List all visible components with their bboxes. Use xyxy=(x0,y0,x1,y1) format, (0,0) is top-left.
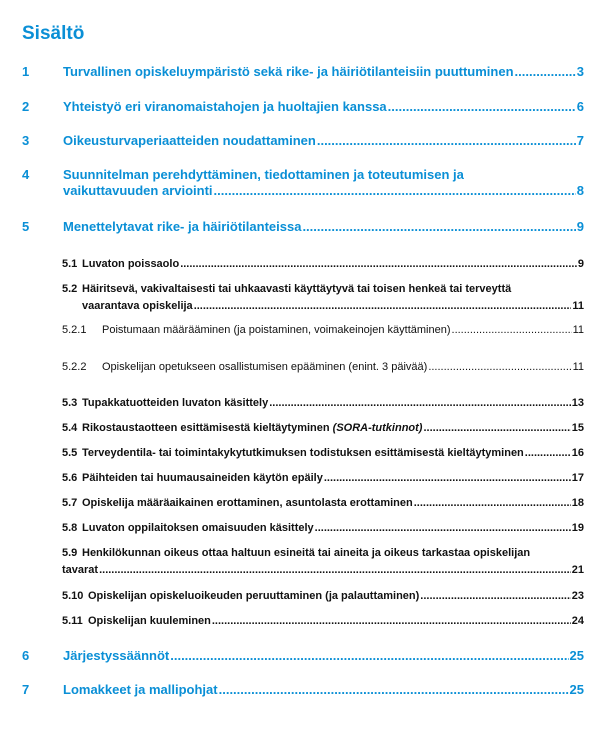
toc-entry-page: 11 xyxy=(572,324,584,336)
toc-entry-number: 5 xyxy=(22,219,30,234)
toc-entry-number: 2 xyxy=(22,99,30,114)
toc-entry-5-4[interactable] xyxy=(62,420,584,437)
toc-entry-number: 3 xyxy=(22,133,30,148)
toc-entry-number: 6 xyxy=(22,648,30,663)
toc-entry-page: 21 xyxy=(571,564,584,576)
toc-dot-leader xyxy=(525,445,571,462)
toc-entry-page: 7 xyxy=(576,133,584,148)
toc-entry-4[interactable] xyxy=(22,167,584,199)
toc-entry-page: 24 xyxy=(571,615,584,627)
toc-entry-text-line1: Häiritsevä, vakivaltaisesti tai uhkaavasti käyttäytyvä tai toisen henkeä tai terveyttä xyxy=(82,283,512,295)
toc-entry-text-line2: tavarat xyxy=(62,564,99,576)
toc-entry-text-italic: (SORA-tutkinnot) xyxy=(332,422,423,434)
toc-entry-5-11[interactable] xyxy=(62,613,584,630)
toc-entry-text-line1: Suunnitelman perehdyttäminen, tiedottaminen ja toteutumisen ja xyxy=(63,167,464,182)
toc-entry-page: 3 xyxy=(576,64,584,79)
toc-entry-text-line1: Henkilökunnan oikeus ottaa haltuun esineitä tai aineita ja oikeus tarkastaa opiskelijan xyxy=(82,547,531,559)
toc-dot-leader xyxy=(302,219,575,235)
toc-entry-5-2-1[interactable] xyxy=(62,322,584,339)
toc-entry-6[interactable] xyxy=(22,648,584,664)
toc-entry-number: 5.3 xyxy=(62,397,78,409)
toc-dot-leader xyxy=(219,682,569,698)
toc-entry-number: 5.10 xyxy=(62,590,84,602)
toc-entry-5-2[interactable] xyxy=(62,281,584,315)
toc-entry-page: 17 xyxy=(571,472,584,484)
toc-entry-number: 4 xyxy=(22,167,30,182)
toc-dot-leader xyxy=(194,298,572,315)
toc-dot-leader xyxy=(452,322,572,339)
toc-entry-text: Menettelytavat rike- ja häiriötilanteissa xyxy=(63,219,302,234)
toc-entry-text: Poistumaan määrääminen (ja poistaminen, voimakeinojen käyttäminen) xyxy=(102,324,451,336)
toc-entry-5[interactable] xyxy=(22,219,584,235)
toc-dot-leader xyxy=(214,183,576,199)
toc-dot-leader xyxy=(317,133,576,149)
toc-entry-text: Järjestyssäännöt xyxy=(63,648,170,663)
toc-dot-leader xyxy=(269,395,571,412)
toc-entry-page: 8 xyxy=(576,183,584,198)
toc-entry-page: 23 xyxy=(571,590,584,602)
toc-entry-page: 15 xyxy=(571,422,584,434)
toc-entry-5-10[interactable] xyxy=(62,588,584,605)
toc-dot-leader xyxy=(170,648,568,664)
toc-entry-page: 6 xyxy=(576,99,584,114)
toc-entry-5-5[interactable] xyxy=(62,445,584,462)
toc-entry-text: Luvaton oppilaitoksen omaisuuden käsittely xyxy=(82,522,314,534)
toc-entry-text-line2: vaarantava opiskelija xyxy=(82,300,193,312)
toc-entry-text: Lomakkeet ja mallipohjat xyxy=(63,682,218,697)
toc-entry-text xyxy=(82,420,422,437)
toc-entry-1[interactable] xyxy=(22,64,584,80)
toc-dot-leader xyxy=(515,64,576,80)
toc-entry-number: 5.8 xyxy=(62,522,78,534)
toc-dot-leader xyxy=(420,588,570,605)
toc-entry-5-1[interactable] xyxy=(62,256,584,273)
toc-entry-2[interactable] xyxy=(22,99,584,115)
toc-entry-page: 25 xyxy=(569,682,584,697)
toc-title: Sisältö xyxy=(22,23,85,44)
toc-entry-text: Terveydentila- tai toimintakykytutkimuksen todistuksen esittämisestä kieltäytyminen xyxy=(82,447,524,459)
toc-entry-number: 5.4 xyxy=(62,422,78,434)
toc-entry-text: Oikeusturvaperiaatteiden noudattaminen xyxy=(63,133,316,148)
toc-entry-text: Yhteistyö eri viranomaistahojen ja huoltajien kanssa xyxy=(63,99,387,114)
toc-entry-text: Opiskelija määräaikainen erottaminen, asuntolasta erottaminen xyxy=(82,497,413,509)
toc-entry-page: 9 xyxy=(577,258,584,270)
toc-entry-text-main: Rikostaustaotteen esittämisestä kieltäytyminen xyxy=(82,422,330,434)
toc-entry-page: 19 xyxy=(571,522,584,534)
toc-dot-leader xyxy=(180,256,577,273)
toc-entry-number: 5.1 xyxy=(62,258,78,270)
toc-entry-page: 13 xyxy=(571,397,584,409)
toc-entry-number: 5.9 xyxy=(62,547,78,559)
toc-entry-5-8[interactable] xyxy=(62,520,584,537)
toc-entry-3[interactable] xyxy=(22,133,584,149)
toc-dot-leader xyxy=(388,99,576,115)
toc-dot-leader xyxy=(212,613,571,630)
toc-entry-text: Opiskelijan opetukseen osallistumisen epääminen (enint. 3 päivää) xyxy=(102,361,428,373)
toc-entry-5-2-2[interactable] xyxy=(62,359,584,376)
toc-entry-number: 1 xyxy=(22,64,30,79)
toc-entry-number: 5.11 xyxy=(62,615,83,627)
toc-entry-text: Opiskelijan opiskeluoikeuden peruuttaminen (ja palauttaminen) xyxy=(88,590,420,602)
toc-dot-leader xyxy=(414,495,571,512)
toc-dot-leader xyxy=(428,359,571,376)
toc-dot-leader xyxy=(423,420,570,437)
toc-entry-page: 11 xyxy=(572,361,584,373)
toc-entry-number: 5.2.2 xyxy=(62,361,87,373)
toc-entry-page: 18 xyxy=(571,497,584,509)
toc-entry-number: 5.5 xyxy=(62,447,78,459)
toc-entry-page: 25 xyxy=(569,648,584,663)
toc-entry-text: Turvallinen opiskeluympäristö sekä rike- ja häiriötilanteisiin puuttuminen xyxy=(63,64,514,79)
toc-entry-number: 5.6 xyxy=(62,472,78,484)
toc-entry-text: Opiskelijan kuuleminen xyxy=(88,615,211,627)
toc-entry-5-3[interactable] xyxy=(62,395,584,412)
toc-entry-text-line2: vaikuttavuuden arviointi xyxy=(63,183,213,198)
toc-entry-7[interactable] xyxy=(22,682,584,698)
toc-entry-page: 9 xyxy=(576,219,584,234)
toc-entry-text: Päihteiden tai huumausaineiden käytön epäily xyxy=(82,472,323,484)
toc-entry-5-7[interactable] xyxy=(62,495,584,512)
toc-entry-number: 5.2 xyxy=(62,283,78,295)
toc-entry-text: Tupakkatuotteiden luvaton käsittely xyxy=(82,397,269,409)
toc-entry-number: 5.2.1 xyxy=(62,324,87,336)
toc-entry-number: 5.7 xyxy=(62,497,78,509)
toc-entry-number: 7 xyxy=(22,682,30,697)
toc-entry-page: 16 xyxy=(571,447,584,459)
toc-dot-leader xyxy=(324,470,571,487)
toc-entry-5-6[interactable] xyxy=(62,470,584,487)
toc-entry-page: 11 xyxy=(572,300,584,312)
toc-entry-text: Luvaton poissaolo xyxy=(82,258,180,270)
toc-entry-5-9[interactable] xyxy=(62,545,584,579)
toc-dot-leader xyxy=(99,562,571,579)
toc-dot-leader xyxy=(315,520,571,537)
